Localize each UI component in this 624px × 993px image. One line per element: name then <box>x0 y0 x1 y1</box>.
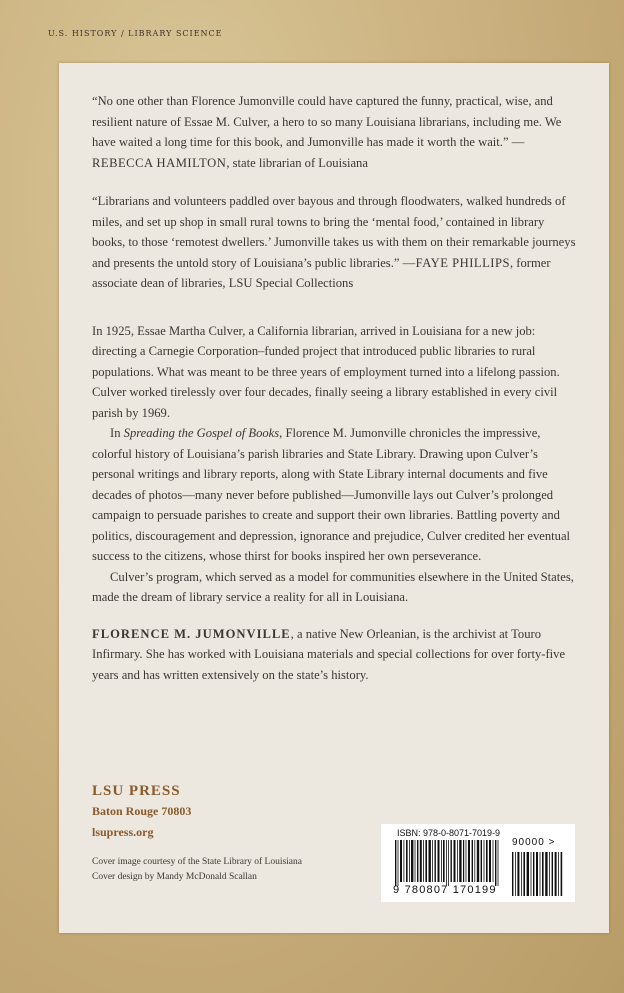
publisher-name: LSU PRESS <box>92 783 181 799</box>
para-2-rest: Florence M. Jumonville chronicles the impressive, colorful history of Louisiana’s parish libraries and State Library. Drawing upon Culver’s personal writings and library reports, along with State Library internal documents and five decades of photos—many never before published—Jumonville lays out Culver’s prolonged campaign to persuade parishes to create and support their own libraries. Battling poverty and politics, discouragement and depression, ignorance and prejudice, Culver credited her eventual success to the citizens, whose thirst for books inspired her own perseverance. <box>92 426 571 563</box>
quote-2 <box>92 191 578 294</box>
description-para-2 <box>92 423 578 567</box>
barcode-box <box>381 824 575 902</box>
isbn-label: ISBN: 978-0-8071-7019-9 <box>397 828 501 838</box>
publisher-city: Baton Rouge 70803 <box>92 804 192 818</box>
description-para-1: In 1925, Essae Martha Culver, a California librarian, arrived in Louisiana for a new job: directing a Carnegie Corporation–funded project that introduced public libraries to rural populations. What was meant to be three years of employment turned into a lifelong passion. Culver worked tirelessly over four decades, finally seeing a library established in every civil parish by 1969. <box>92 323 560 420</box>
text-content <box>92 91 578 685</box>
quote-1-name: —REBECCA HAMILTON <box>92 135 525 170</box>
author-bio <box>92 624 578 686</box>
quote-1-text: “No one other than Florence Jumonville could have captured the funny, practical, wise, and resilient nature of Essae M. Culver, a hero to so many Louisiana librarians, including me. We have waited a long time for this book, and Jumonville has made it worth the wait.” <box>92 94 562 149</box>
category-label: U.S. HISTORY / LIBRARY SCIENCE <box>48 29 223 38</box>
author-bio-text: , a native New Orleanian, is the archivist at Touro Infirmary. She has worked with Louisiana materials and special collections for over forty-five years and has written extensively on the state’s history. <box>92 626 566 682</box>
publisher-block <box>92 781 392 843</box>
cover-credits <box>92 855 412 885</box>
quote-2-text: “Librarians and volunteers paddled over bayous and through floodwaters, walked hundreds of miles, and set up shop in small rural towns to bring the ‘mental food,’ contained in library books, to those ‘remotest dwellers.’ Jumonville takes us with them on their remarkable journeys and presents the untold story of Louisiana’s public libraries.” <box>92 194 576 270</box>
author-name: FLORENCE M. JUMONVILLE <box>92 626 291 641</box>
book-title: Spreading the Gospel of Books, <box>123 426 283 440</box>
cover-image-credit: Cover image courtesy of the State Library of Louisiana <box>92 857 302 867</box>
quote-1-title: , state librarian of Louisiana <box>226 155 368 170</box>
barcode-digits: 9 780807 170199 <box>393 884 497 896</box>
para-2-prefix: In <box>110 426 124 440</box>
back-cover-panel <box>59 63 609 933</box>
quote-2-name: —FAYE PHILLIPS <box>402 255 510 270</box>
quote-1 <box>92 91 578 173</box>
price-code: 90000 > <box>512 837 556 848</box>
quote-2-title: , former associate dean of libraries, LSU Special Collections <box>92 255 551 290</box>
description-para-3: Culver’s program, which served as a model for communities elsewhere in the United States, made the dream of library service a reality for all in Louisiana. <box>92 569 574 604</box>
cover-design-credit: Cover design by Mandy McDonald Scallan <box>92 872 257 882</box>
publisher-website: lsupress.org <box>92 825 154 839</box>
